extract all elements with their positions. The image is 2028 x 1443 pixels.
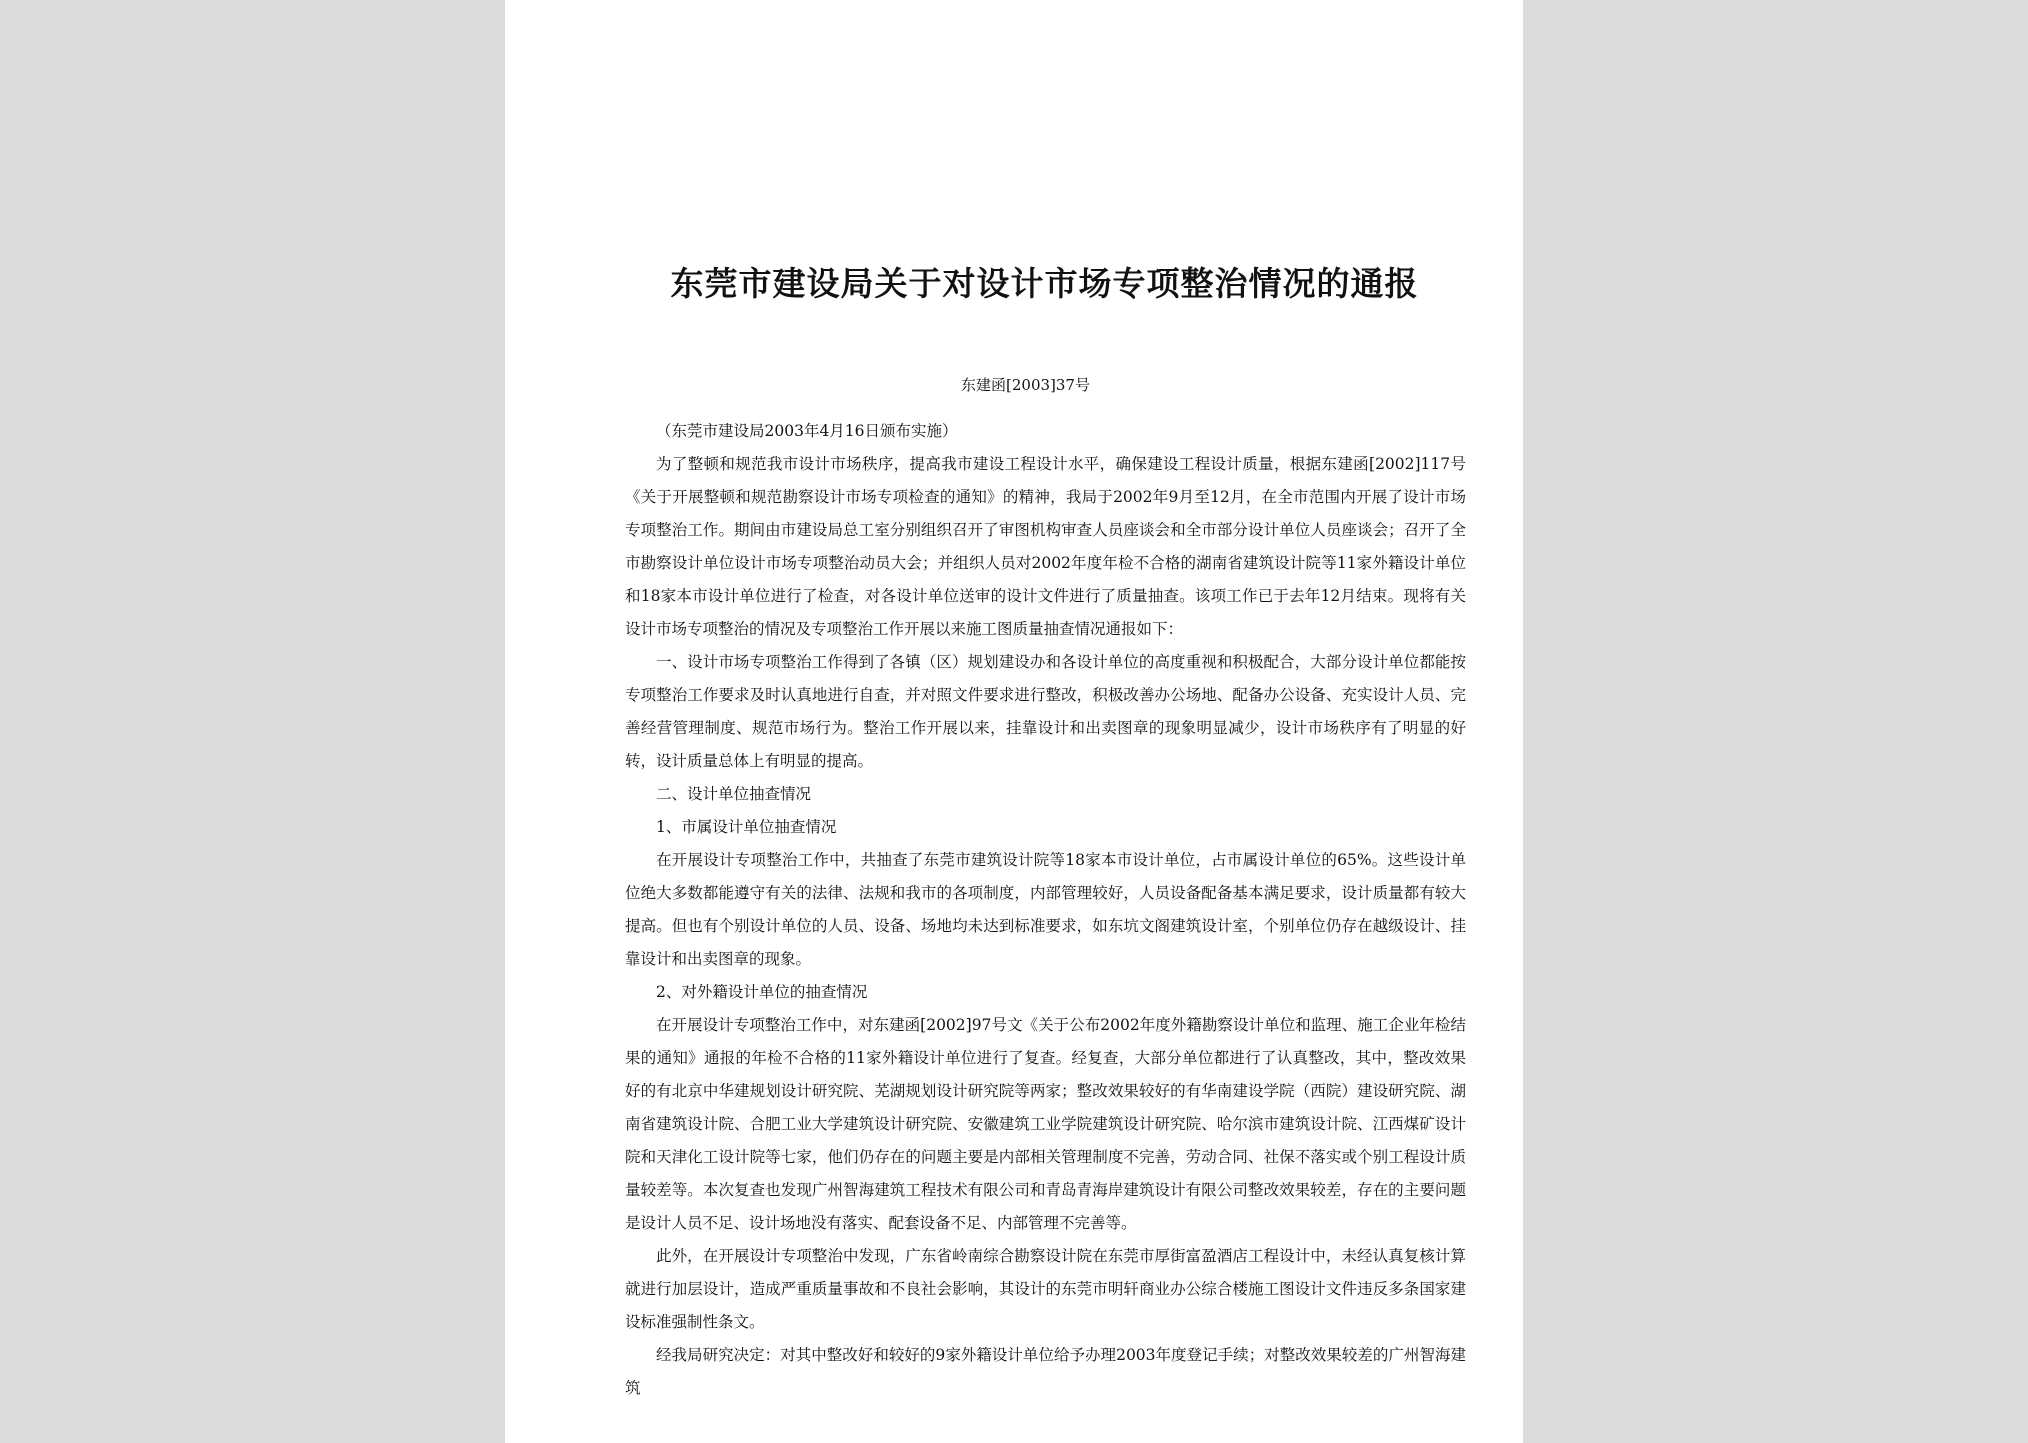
paragraph-section-1: 一、设计市场专项整治工作得到了各镇（区）规划建设办和各设计单位的高度重视和积极配合，大部分设计单位都能按专项整治工作要求及时认真地进行自查，并对照文件要求进行整改，积极改善办公场地、配备办公设备、充实设计人员、完善经营管理制度、规范市场行为。整治工作开展以来，挂靠设计和出卖图章的现象明显减少，设计市场秩序有了明显的好转，设计质量总体上有明显的提高。 [625,653,1466,770]
heading-section-2: 二、设计单位抽查情况 [656,785,812,803]
document-title: 东莞市建设局关于对设计市场专项整治情况的通报 [670,264,1419,303]
paragraph-additional: 此外，在开展设计专项整治中发现，广东省岭南综合勘察设计院在东莞市厚街富盈酒店工程设计中，未经认真复核计算就进行加层设计，造成严重质量事故和不良社会影响，其设计的东莞市明轩商业办公综合楼施工图设计文件违反多条国家建设标准强制性条文。 [625,1247,1466,1331]
paragraph-subsection-2: 在开展设计专项整治工作中，对东建函[2002]97号文《关于公布2002年度外籍勘察设计单位和监理、施工企业年检结果的通知》通报的年检不合格的11家外籍设计单位进行了复查。经复查，大部分单位都进行了认真整改，其中，整改效果好的有北京中华建规划设计研究院、芜湖规划设计研究院等两家；整改效果较好的有华南建设学院（西院）建设研究院、湖南省建筑设计院、合肥工业大学建筑设计研究院、安徽建筑工业学院建筑设计研究院、哈尔滨市建筑设计院、江西煤矿设计院和天津化工设计院等七家，他们仍存在的问题主要是内部相关管理制度不完善，劳动合同、社保不落实或个别工程设计质量较差等。本次复查也发现广州智海建筑工程技术有限公司和青岛青海岸建筑设计有限公司整改效果较差，存在的主要问题是设计人员不足、设计场地没有落实、配套设备不足、内部管理不完善等。 [625,1016,1466,1232]
paragraph-subsection-1: 在开展设计专项整治工作中，共抽查了东莞市建筑设计院等18家本市设计单位，占市属设计单位的65%。这些设计单位绝大多数都能遵守有关的法律、法规和我市的各项制度，内部管理较好，人员设备配备基本满足要求，设计质量都有较大提高。但也有个别设计单位的人员、设备、场地均未达到标准要求，如东坑文阁建筑设计室，个别单位仍存在越级设计、挂靠设计和出卖图章的现象。 [625,851,1466,968]
document-body [625,415,1466,1405]
document-number: 东建函[2003]37号 [961,376,1090,394]
document-page [505,0,1523,1443]
heading-subsection-1: 1、市属设计单位抽查情况 [656,818,837,836]
heading-subsection-2: 2、对外籍设计单位的抽查情况 [656,983,868,1001]
paragraph-intro: 为了整顿和规范我市设计市场秩序，提高我市建设工程设计水平，确保建设工程设计质量，根据东建函[2002]117号《关于开展整顿和规范勘察设计市场专项检查的通知》的精神，我局于2002年9月至12月，在全市范围内开展了设计市场专项整治工作。期间由市建设局总工室分别组织召开了审图机构审查人员座谈会和全市部分设计单位人员座谈会；召开了全市勘察设计单位设计市场专项整治动员大会；并组织人员对2002年度年检不合格的湖南省建筑设计院等11家外籍设计单位和18家本市设计单位进行了检查，对各设计单位送审的设计文件进行了质量抽查。该项工作已于去年12月结束。现将有关设计市场专项整治的情况及专项整治工作开展以来施工图质量抽查情况通报如下： [625,455,1466,638]
issue-note: （东莞市建设局2003年4月16日颁布实施） [656,422,958,440]
paragraph-decision: 经我局研究决定：对其中整改好和较好的9家外籍设计单位给予办理2003年度登记手续；对整改效果较差的广州智海建筑 [625,1346,1466,1397]
